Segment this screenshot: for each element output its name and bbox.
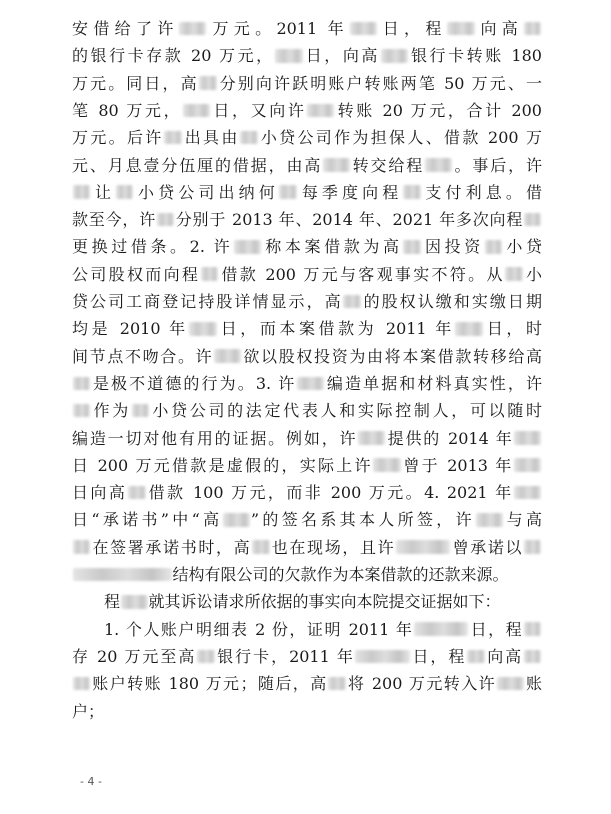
text-segment: 日向高 xyxy=(72,483,128,503)
text-segment: 元、月息壹分伍厘的借据，由高 xyxy=(72,155,323,175)
text-segment: 。事后，许 xyxy=(452,155,542,175)
redaction-blur xyxy=(164,131,182,145)
redaction-blur xyxy=(252,540,270,554)
redaction-blur xyxy=(524,622,542,636)
text-segment: ”的签名系其本人所签，许 xyxy=(250,510,475,530)
redaction-blur xyxy=(355,650,409,664)
redaction-blur xyxy=(381,49,408,63)
text-line xyxy=(72,565,542,585)
text-segment: 日，程 xyxy=(410,646,467,666)
text-segment: 小贷 xyxy=(502,237,542,257)
redaction-blur xyxy=(116,185,134,199)
text-line xyxy=(104,620,542,640)
page-number: - 4 - xyxy=(80,775,102,788)
text-segment: 编造单据和材料真实性，许 xyxy=(324,373,542,393)
text-segment: 万元。2011 年 xyxy=(207,19,349,38)
redaction-blur xyxy=(240,131,258,145)
text-segment: 小贷公司出纳何 xyxy=(133,182,279,202)
text-segment: 提供的 2014 年 xyxy=(385,428,514,448)
redaction-blur xyxy=(328,677,346,691)
text-segment: 转账 20 万元，合计 200 xyxy=(334,100,542,120)
text-segment: 结构有限公司的欠款作为本案借款的还款来源。 xyxy=(172,565,509,584)
text-line xyxy=(72,74,542,94)
text-line xyxy=(72,292,542,312)
text-segment: 作为 xyxy=(90,401,131,421)
text-segment: 日，又向许 xyxy=(210,100,307,120)
redaction-blur xyxy=(497,677,524,691)
text-segment: 的银行卡存款 20 万元， xyxy=(72,46,275,66)
redaction-blur xyxy=(350,22,377,36)
text-segment: 小 xyxy=(523,264,542,284)
redaction-blur xyxy=(197,650,215,664)
text-line xyxy=(72,401,542,421)
text-segment: 万元。同日，高 xyxy=(72,73,199,93)
text-line xyxy=(72,156,542,176)
text-line xyxy=(72,319,542,339)
text-segment: 让 xyxy=(90,182,116,202)
text-segment: 更换过借条。2. 许 xyxy=(72,237,234,257)
redaction-blur xyxy=(505,267,523,281)
redaction-blur xyxy=(323,158,350,172)
redaction-blur xyxy=(455,322,482,336)
redaction-blur xyxy=(343,295,361,309)
text-segment: 账户转账 180 万元；随后，高 xyxy=(90,674,328,694)
redaction-blur xyxy=(73,540,91,554)
text-line xyxy=(72,237,542,257)
text-line xyxy=(72,538,542,558)
text-segment: 日，程 xyxy=(469,619,524,639)
text-segment: 日“承诺书”中“高 xyxy=(72,510,223,530)
text-segment: 转交给程 xyxy=(350,155,425,175)
text-line xyxy=(72,347,542,367)
text-line xyxy=(72,210,542,230)
redaction-blur xyxy=(524,213,542,227)
text-line xyxy=(72,19,542,39)
text-segment: 每季度向程 xyxy=(297,182,403,202)
redaction-blur xyxy=(403,185,421,199)
text-segment: 日，而本案借款为 2011 年 xyxy=(217,319,455,339)
text-segment: 日，程 xyxy=(377,19,447,38)
text-line xyxy=(72,101,542,121)
text-segment: 是极不道德的行为。3. 许 xyxy=(90,373,297,393)
text-segment: 的股权认缴和实缴日期 xyxy=(361,292,542,311)
text-line xyxy=(72,128,542,148)
redaction-blur xyxy=(524,22,542,36)
text-line xyxy=(72,183,542,203)
text-line xyxy=(72,265,542,285)
redaction-blur xyxy=(223,513,250,527)
redaction-blur xyxy=(132,404,150,418)
text-segment: 向高 xyxy=(485,646,524,666)
text-line xyxy=(72,702,542,722)
redaction-blur xyxy=(183,104,210,118)
text-segment: 向高 xyxy=(475,19,524,38)
text-segment: 1. 个人账户明细表 2 份，证明 2011 年 xyxy=(104,619,414,639)
redaction-blur xyxy=(514,458,541,472)
redaction-blur xyxy=(485,240,503,254)
text-segment: 也在现场，且许 xyxy=(270,537,396,557)
redaction-blur xyxy=(73,185,91,199)
text-segment: 户； xyxy=(72,701,105,721)
redaction-blur xyxy=(275,49,302,63)
text-segment: 日 200 万元借款是虚假的，实际上许 xyxy=(72,455,373,475)
text-line xyxy=(72,647,542,667)
text-segment: 曾于 2013 年 xyxy=(401,455,514,475)
text-segment: 小贷公司作为担保人、借款 200 万 xyxy=(258,128,542,148)
redaction-blur xyxy=(297,377,324,391)
redaction-blur xyxy=(414,622,468,636)
redaction-blur xyxy=(524,650,542,664)
text-line xyxy=(72,674,542,694)
text-line xyxy=(104,592,542,612)
text-line xyxy=(72,429,542,449)
redaction-blur xyxy=(396,540,450,554)
text-line xyxy=(72,510,542,530)
text-segment: 笔 80 万元， xyxy=(72,100,183,120)
text-segment: 间节点不吻合。许 xyxy=(72,346,214,366)
text-segment: 出具由 xyxy=(182,128,240,148)
redaction-blur xyxy=(121,595,148,609)
redaction-blur xyxy=(447,22,474,36)
redaction-blur xyxy=(214,349,241,363)
text-segment: 账 xyxy=(524,674,542,694)
text-line xyxy=(72,483,542,503)
redaction-blur xyxy=(73,377,91,391)
redaction-blur xyxy=(467,650,485,664)
redaction-blur xyxy=(73,404,91,418)
redaction-blur xyxy=(476,513,503,527)
text-segment: 小贷公司的法定代表人和实际控制人，可以随时 xyxy=(149,401,542,421)
text-segment: 借款 100 万元，而非 200 万元。4. 2021 年 xyxy=(146,483,514,503)
text-segment: 曾承诺以 xyxy=(450,537,524,557)
text-segment: 贷公司工商登记持股详情显示，高 xyxy=(72,292,343,311)
text-segment: 编造一切对他有用的证据。例如，许 xyxy=(72,428,358,448)
redaction-blur xyxy=(403,240,421,254)
redaction-blur xyxy=(279,185,297,199)
text-segment: 分别于 2013 年、2014 年、2021 年多次向程 xyxy=(174,210,524,230)
text-line xyxy=(72,46,542,66)
redaction-blur xyxy=(425,158,452,172)
text-segment: 与高 xyxy=(503,510,542,530)
redaction-blur xyxy=(73,568,172,582)
text-segment: 欲以股权投资为由将本案借款转移给高 xyxy=(241,346,542,366)
text-segment: 称本案借款为高 xyxy=(261,237,403,257)
text-segment: 在签署承诺书时，高 xyxy=(90,537,252,557)
text-segment: 款至今，许 xyxy=(72,210,157,230)
redaction-blur xyxy=(373,458,400,472)
text-segment: 程 xyxy=(104,592,121,612)
text-segment: 公司股权而向程 xyxy=(72,264,201,284)
redaction-blur xyxy=(234,240,261,254)
text-segment: 银行卡转账 180 xyxy=(408,46,542,66)
text-segment: 支付利息。借 xyxy=(421,182,542,202)
redaction-blur xyxy=(199,76,217,90)
text-segment: 安借给了许 xyxy=(72,19,179,38)
text-line xyxy=(72,456,542,476)
text-segment: 银行卡，2011 年 xyxy=(215,646,355,666)
redaction-blur xyxy=(358,431,385,445)
redaction-blur xyxy=(514,431,541,445)
redaction-blur xyxy=(307,104,334,118)
text-segment: 借款 200 万元与客观事实不符。从 xyxy=(219,264,505,284)
redaction-blur xyxy=(514,486,541,500)
redaction-blur xyxy=(128,486,146,500)
redaction-blur xyxy=(73,677,91,691)
text-segment: 万元。后许 xyxy=(72,128,164,148)
text-segment: 均是 2010 年 xyxy=(72,319,189,339)
text-segment: 日，时 xyxy=(483,319,542,339)
text-segment: 存 20 万元至高 xyxy=(72,646,197,666)
redaction-blur xyxy=(189,322,216,336)
text-segment: 将 200 万元转入许 xyxy=(346,674,497,694)
text-segment: 日，向高 xyxy=(303,46,380,66)
text-segment: 因投资 xyxy=(421,237,484,257)
redaction-blur xyxy=(157,213,175,227)
redaction-blur xyxy=(201,267,219,281)
text-segment: 分别向许跃明账户转账两笔 50 万元、一 xyxy=(217,73,542,93)
text-segment: 就其诉讼请求所依据的事实向本院提交证据如下： xyxy=(148,592,501,612)
text-line xyxy=(72,374,542,394)
redaction-blur xyxy=(524,540,542,554)
redaction-blur xyxy=(179,22,206,36)
